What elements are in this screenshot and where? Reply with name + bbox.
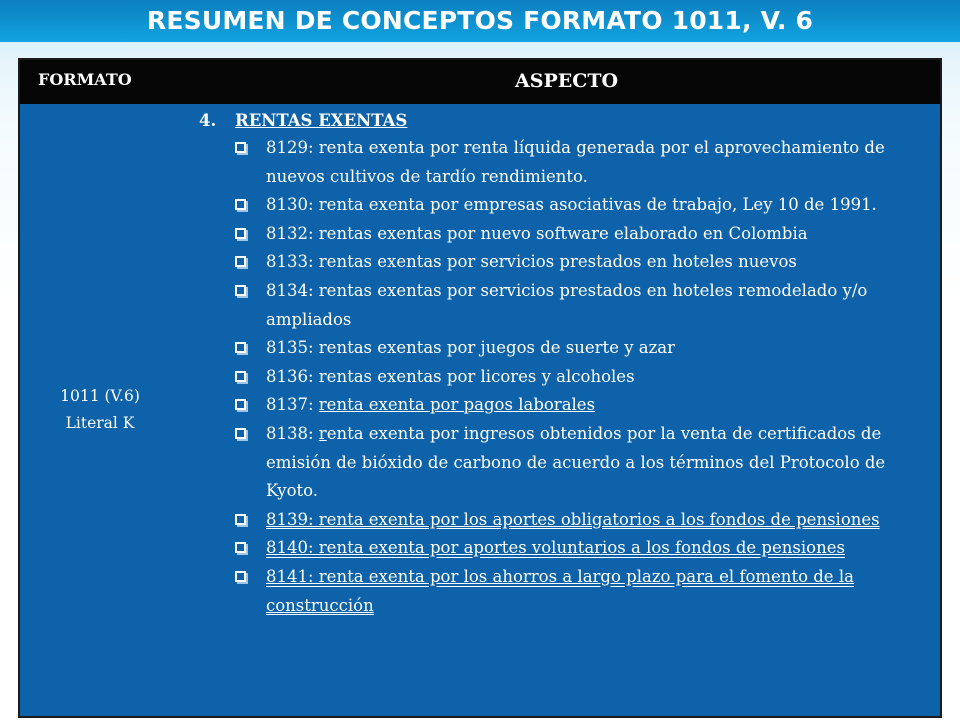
concepts-table xyxy=(18,58,942,718)
format-code: 1011 (V.6) xyxy=(60,387,140,405)
list-item xyxy=(181,134,936,191)
section-number: 4. xyxy=(199,111,217,130)
list-item xyxy=(181,534,936,563)
checkbox-bullet-icon xyxy=(235,514,246,525)
item-text: enta exenta por ingresos obtenidos por la venta de certificados de emisión de bióxido de carbono de acuerdo a los términos del Protocolo de Kyoto. xyxy=(266,423,886,501)
table-header-row xyxy=(20,60,940,104)
checkbox-bullet-icon xyxy=(235,228,246,239)
item-text: 8129: renta exenta por renta líquida generada por el aprovechamiento de nuevos cultivos de tardío rendimiento. xyxy=(266,138,885,186)
list-item xyxy=(181,220,936,249)
format-literal: Literal K xyxy=(65,414,135,432)
list-item xyxy=(181,420,936,506)
header-aspecto: ASPECTO xyxy=(515,70,619,92)
checkbox-bullet-icon xyxy=(235,542,246,553)
item-text: 8139: renta exenta por los aportes obligatorios a los fondos de pensiones xyxy=(266,509,880,529)
section-heading xyxy=(199,108,936,134)
item-code: 8138: xyxy=(266,423,319,443)
list-item xyxy=(181,506,936,535)
concept-list xyxy=(181,134,936,620)
checkbox-bullet-icon xyxy=(235,285,246,296)
item-text: 8136: rentas exentas por licores y alcoholes xyxy=(266,366,635,386)
list-item xyxy=(181,363,936,392)
item-text: 8140: renta exenta por aportes voluntarios a los fondos de pensiones xyxy=(266,538,845,558)
checkbox-bullet-icon xyxy=(235,571,246,582)
checkbox-bullet-icon xyxy=(235,256,246,267)
item-text: 8134: rentas exentas por servicios prestados en hoteles remodelado y/o ampliados xyxy=(266,280,868,329)
item-text: 8141: renta exenta por los ahorros a largo plazo para el fomento de la construcción xyxy=(266,566,854,615)
list-item xyxy=(181,563,936,620)
list-item xyxy=(181,391,936,420)
checkbox-bullet-icon xyxy=(235,342,246,353)
header-formato: FORMATO xyxy=(38,70,132,89)
checkbox-bullet-icon xyxy=(235,399,246,410)
section-title: RENTAS EXENTAS xyxy=(235,111,408,130)
item-text: 8133: rentas exentas por servicios prestados en hoteles nuevos xyxy=(266,252,797,272)
list-item xyxy=(181,191,936,220)
slide-title: RESUMEN DE CONCEPTOS FORMATO 1011, V. 6 xyxy=(146,6,814,35)
list-item xyxy=(181,277,936,334)
aspect-cell xyxy=(181,108,936,620)
checkbox-bullet-icon xyxy=(235,371,246,382)
list-item xyxy=(181,248,936,277)
item-underlined-text: r xyxy=(318,423,327,443)
item-text: 8132: rentas exentas por nuevo software elaborado en Colombia xyxy=(266,223,808,243)
list-item xyxy=(181,334,936,363)
item-text: 8130: renta exenta por empresas asociativas de trabajo, Ley 10 de 1991. xyxy=(266,195,877,215)
item-code: 8137: xyxy=(266,395,319,415)
checkbox-bullet-icon xyxy=(235,142,246,153)
item-underlined-text: renta exenta por pagos laborales xyxy=(318,395,596,415)
item-text: 8135: rentas exentas por juegos de suerte y azar xyxy=(266,338,676,358)
checkbox-bullet-icon xyxy=(235,199,246,210)
format-cell xyxy=(20,104,180,716)
checkbox-bullet-icon xyxy=(235,428,246,439)
